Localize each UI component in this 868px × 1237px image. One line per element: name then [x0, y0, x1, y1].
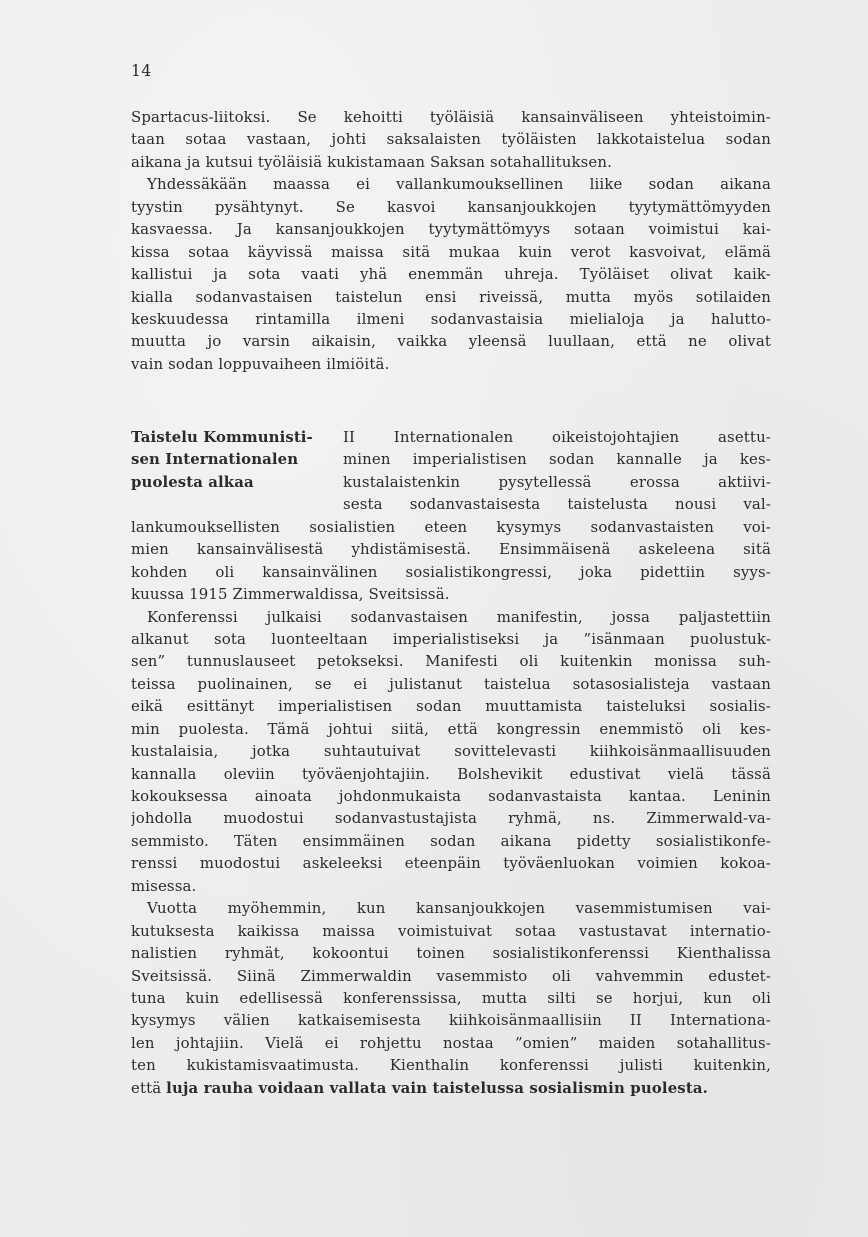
text-line-last: [131, 1077, 771, 1099]
text-line: kasvaessa. Ja kansanjoukkojen tyytymättömyys sotaan voimistui kai-: [131, 220, 771, 239]
text-line: ten kukistamisvaatimusta. Kienthalin konferenssi julisti kuitenkin,: [131, 1056, 771, 1075]
text-line: alkanut sota luonteeltaan imperialistiseksi ja ”isänmaan puolustuk-: [131, 629, 771, 648]
text-line: II Internationalen oikeistojohtajien asettu-: [343, 428, 771, 446]
text-line: Sveitsissä. Siinä Zimmerwaldin vasemmisto oli vahvemmin edustet-: [131, 966, 771, 985]
page-number: 14: [131, 62, 152, 80]
section-heading-line: Taistelu Kommunisti-: [131, 428, 313, 446]
text-line: kissa sotaa käyvissä maissa sitä mukaa kuin verot kasvoivat, elämä: [131, 242, 771, 261]
text-line: keskuudessa rintamilla ilmeni sodanvastaisia mielialoja ja haluttо-: [131, 309, 771, 328]
text-line: min puolesta. Tämä johtui siitä, että kongressin enemmistö oli kes-: [131, 719, 771, 738]
text-line: tuna kuin edellisessä konferenssissa, mutta silti se horjui, kun oli: [131, 988, 771, 1007]
text-line: taan sotaa vastaan, johti saksalaisten työläisten lakkotaistelua sodan: [131, 130, 771, 149]
text-line: sesta sodanvastaisesta taistelusta nousi val-: [343, 495, 771, 514]
text-line: kialla sodanvastaisen taistelun ensi riveissä, mutta myös sotilaiden: [131, 287, 771, 306]
text-line: sen” tunnuslauseet petokseksi. Manifesti oli kuitenkin monissa suh-: [131, 652, 771, 671]
text-line: minen imperialistisen sodan kannalle ja kes-: [343, 450, 771, 469]
text-line: Vuotta myöhemmin, kun kansanjoukkojen vasemmistumisen vai-: [147, 899, 771, 918]
body-text-top: [131, 106, 771, 375]
body-text-bottom: [131, 516, 771, 1099]
text-line: kutuksesta kaikissa maissa voimistuivat sotaa vastustavat internatio-: [131, 921, 771, 940]
text-line: muutta jo varsin aikaisin, vaikka yleensä luullaan, että ne olivat: [131, 332, 771, 351]
text-line: kustalaisia, jotka suhtautuivat sovittelevasti kiihkoisänmaallisuuden: [131, 742, 771, 761]
text-line: semmisto. Täten ensimmäinen sodan aikana pidetty sosialistikonfe-: [131, 831, 771, 850]
text-line: kallistui ja sota vaati yhä enemmän uhreja. Työläiset olivat kaik-: [131, 265, 771, 284]
text-line: len johtajiin. Vielä ei rohjettu nostaa ”omien” maiden sotahallitus-: [131, 1033, 771, 1052]
text-line: Spartacus-liitoksi. Se kehoitti työläisiä kansainväliseen yhteistoimin-: [131, 108, 771, 126]
text-line: misessa.: [131, 876, 197, 895]
text-line: Konferenssi julkaisi sodanvastaisen manifestin, jossa paljastettiin: [147, 607, 771, 626]
text-line: kohden oli kansainvälinen sosialistikongressi, joka pidettiin syys-: [131, 562, 771, 581]
text-line: Yhdessäkään maassa ei vallankumouksellinen liike sodan aikana: [147, 175, 771, 194]
text-line: kokouksessa ainoata johdonmukaista sodanvastaista kantaa. Leninin: [131, 787, 771, 806]
text-line: aikana ja kutsui työläisiä kukistamaan Saksan sotahallituksen.: [131, 152, 613, 171]
text-line: kannalla oleviin työväenjohtajiin. Bolshevikit edustivat vielä tässä: [131, 764, 771, 783]
text-line: kuussa 1915 Zimmerwaldissa, Sveitsissä.: [131, 585, 450, 604]
text-line: lankumouksellisten sosialistien eteen kysymys sodanvastaisten voi-: [131, 517, 771, 536]
text-line: vain sodan loppuvaiheen ilmiöitä.: [131, 354, 390, 373]
text-line: kustalaistenkin pysytellessä erossa aktiivi-: [343, 472, 771, 491]
text-line: renssi muodostui askeleeksi eteenpäin työväenluokan voimien kokoa-: [131, 854, 771, 873]
text-line: kysymys välien katkaisemisesta kiihkoisänmaallisiin II Internationa-: [131, 1011, 771, 1030]
text-line: tyystin pysähtynyt. Se kasvoi kansanjoukkojen tyytymättömyyden: [131, 197, 771, 216]
text-line: teissa puolinainen, se ei julistanut taistelua sotasosialisteja vastaan: [131, 674, 771, 693]
text-line: johdolla muodostui sodanvastustajista ryhmä, ns. Zimmerwald-va-: [131, 809, 771, 828]
bold-emphasis: luja rauha voidaan vallata vain taistelussa sosialismin puolesta.: [166, 1078, 709, 1097]
section-heading-line: puolesta alkaa: [131, 472, 254, 491]
text-fragment: että: [131, 1078, 167, 1097]
text-line: eikä esittänyt imperialistisen sodan muuttamista taisteluksi sosialis-: [131, 697, 771, 716]
section-heading-line: sen Internationalen: [131, 450, 299, 469]
section-side-text: [343, 426, 771, 516]
text-line: mien kansainvälisestä yhdistämisestä. Ensimmäisenä askeleena sitä: [131, 540, 771, 559]
text-line: nalistien ryhmät, kokoontui toinen sosialistikonferenssi Kienthalissa: [131, 944, 771, 963]
section-heading: [131, 426, 331, 493]
